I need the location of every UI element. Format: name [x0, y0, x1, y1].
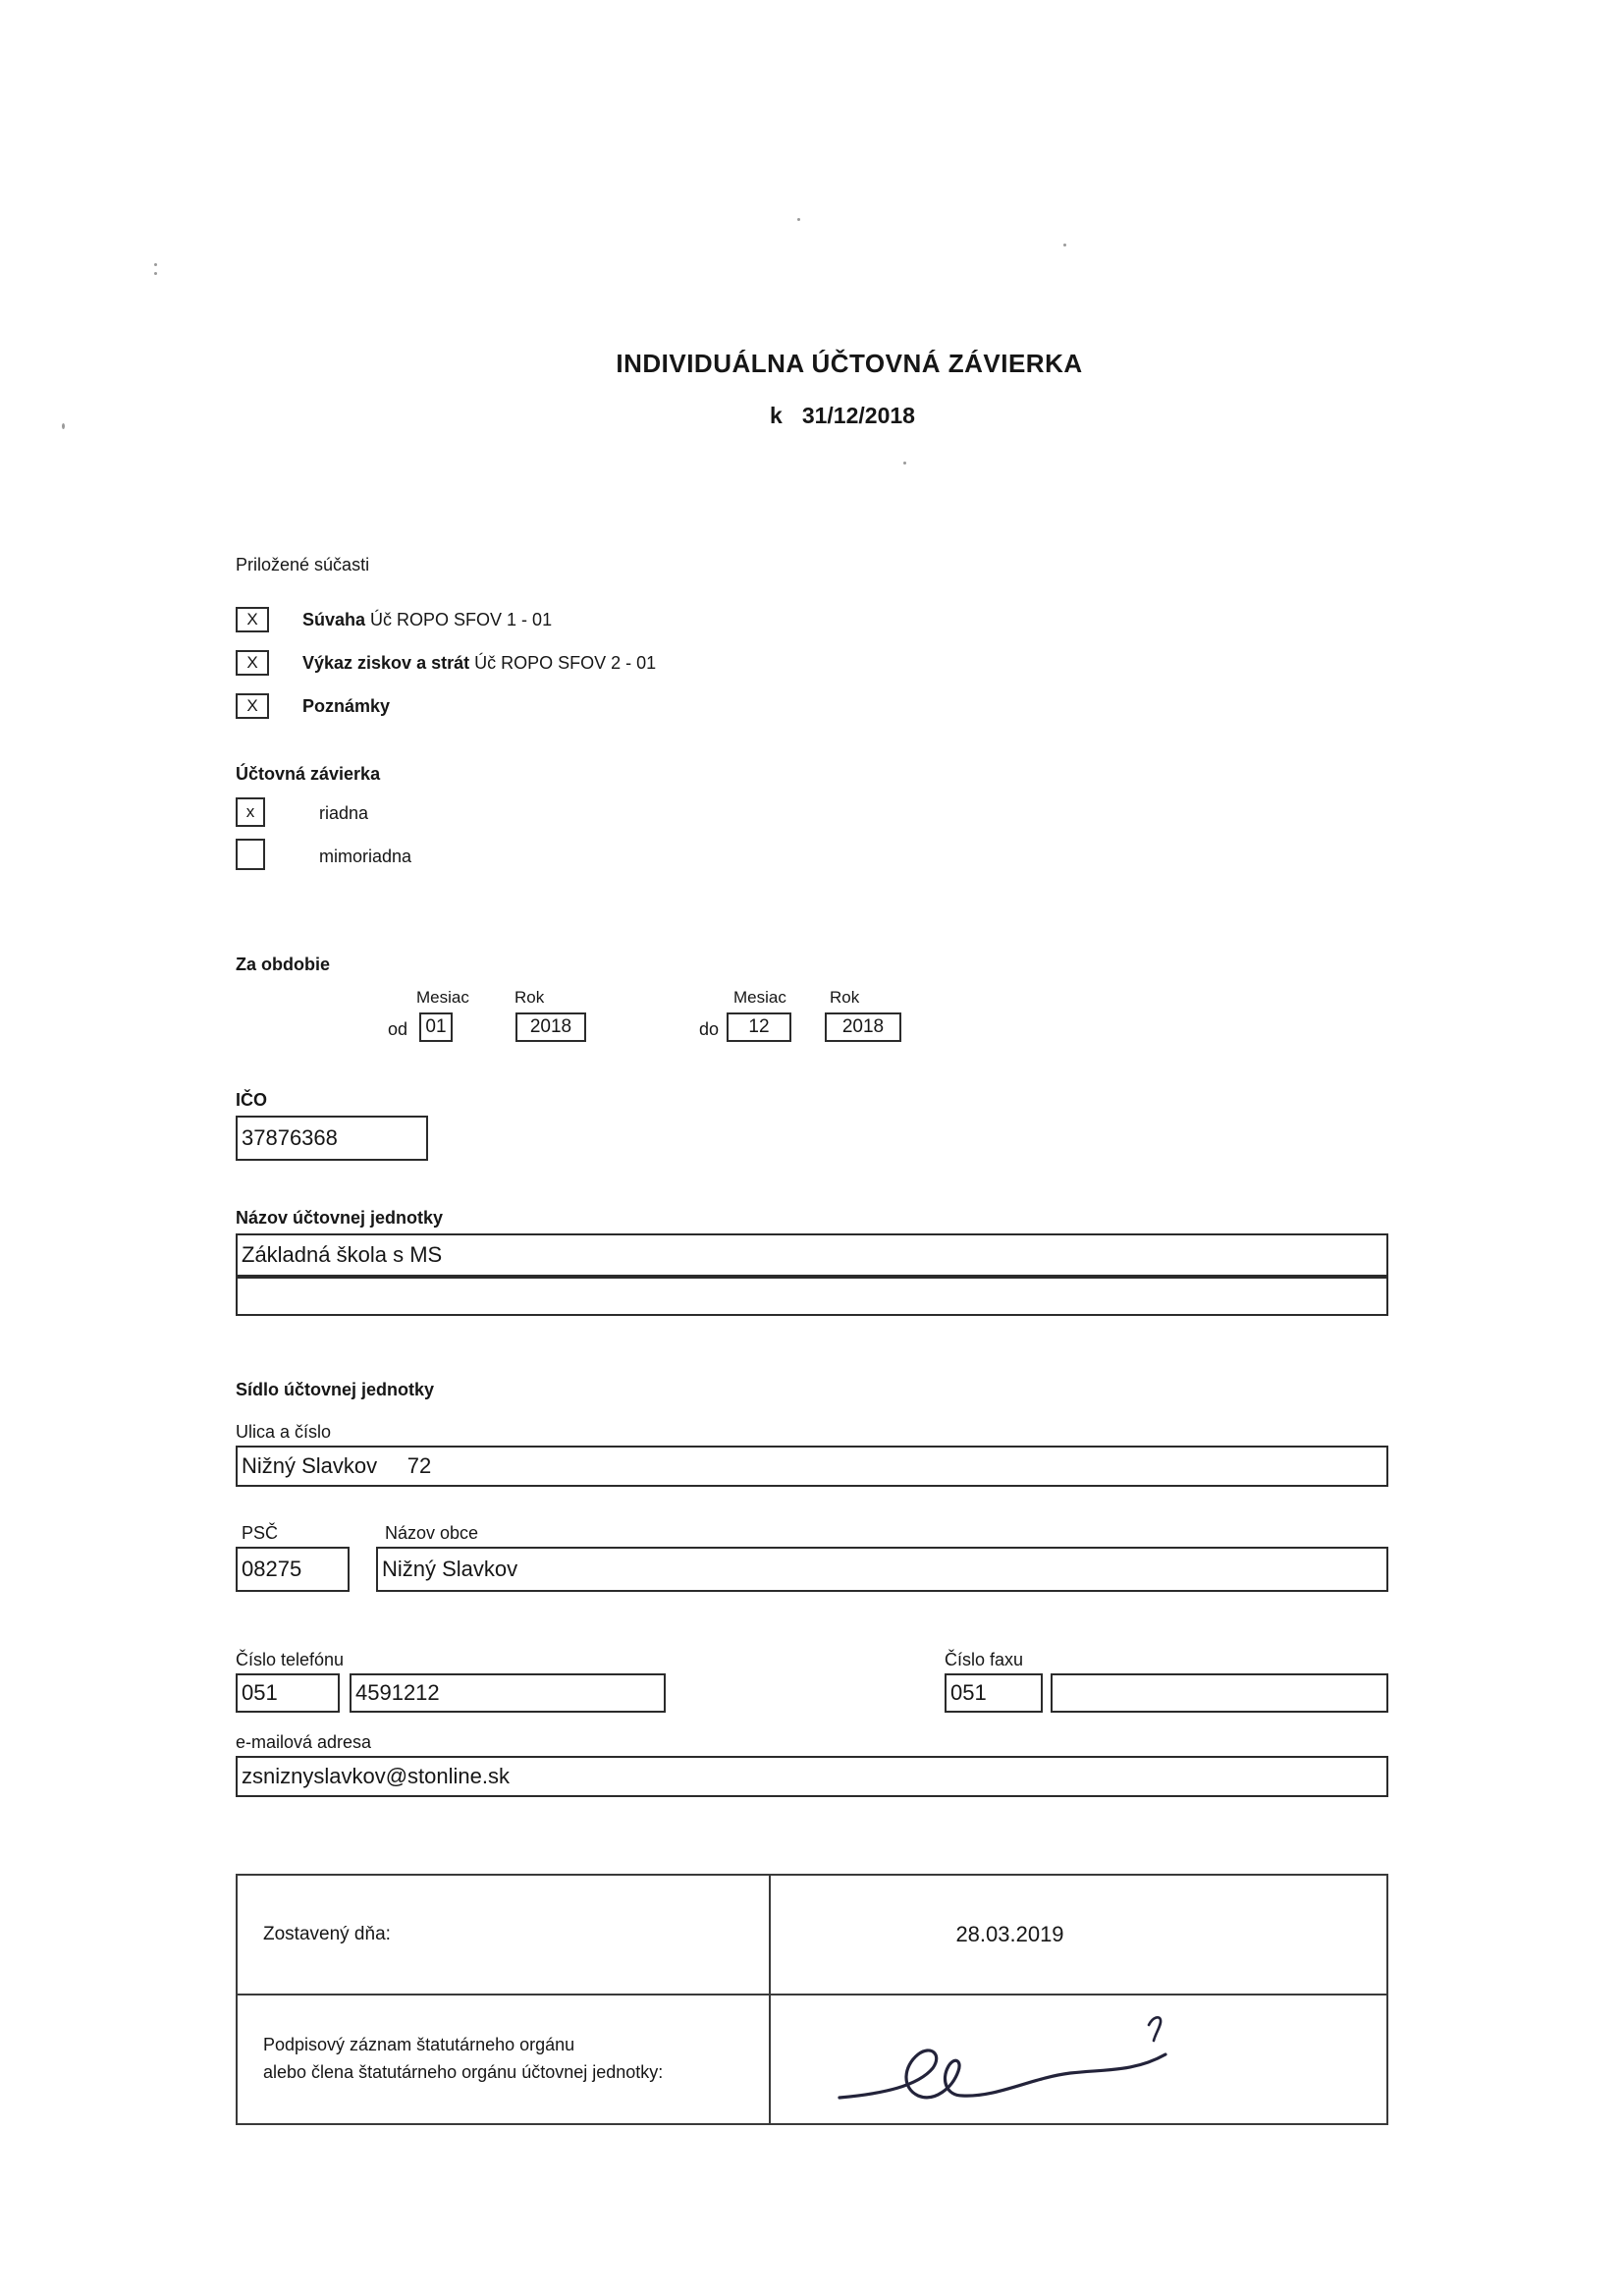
ico-label: IČO: [236, 1090, 268, 1110]
street-label: Ulica a číslo: [236, 1422, 332, 1442]
compiled-date-value-cell: [771, 1876, 1386, 1995]
signature-label-line2: alebo člena štatutárneho orgánu účtovnej jednotky:: [263, 2062, 664, 2082]
scan-artifact: [797, 218, 800, 221]
email-label: e-mailová adresa: [236, 1732, 372, 1752]
attachment-label-poznamky-bold: Poznámky: [302, 696, 391, 716]
entity-name-box: Základná škola s MS: [236, 1233, 1388, 1277]
signature-label-cell: [238, 1995, 771, 2123]
attachment-label-suvaha: [302, 610, 552, 630]
ico-value-box: 37876368: [236, 1116, 428, 1161]
checkbox-poznamky: [236, 693, 269, 719]
period-to-month-box: 12: [727, 1012, 791, 1042]
checkbox-vykaz: [236, 650, 269, 676]
period-from-year-box: 2018: [515, 1012, 586, 1042]
statement-option-riadna-label: riadna: [319, 803, 369, 823]
attachments-heading: Priložené súčasti: [236, 555, 370, 574]
signature: [825, 2007, 1178, 2120]
checkbox-suvaha-mark: X: [246, 610, 258, 629]
attachment-label-vykaz: [302, 653, 656, 674]
entity-name-label: Názov účtovnej jednotky: [236, 1208, 444, 1228]
entity-name-box-2: [236, 1277, 1388, 1316]
checkbox-poznamky-mark: X: [246, 696, 258, 715]
period-from-year-label: Rok: [514, 988, 545, 1007]
psc-value-box: 08275: [236, 1547, 350, 1592]
subtitle-prefix: k: [770, 403, 783, 428]
fax-prefix-box: 051: [945, 1673, 1043, 1713]
attachment-label-suvaha-bold: Súvaha: [302, 610, 366, 629]
compiled-date-label-cell: [238, 1876, 771, 1995]
compiled-date-label: Zostavený dňa:: [263, 1924, 391, 1944]
signature-cell: [771, 1995, 1386, 2123]
signature-label: [263, 2032, 663, 2087]
checkbox-riadna: [236, 797, 265, 827]
statement-type-heading: Účtovná závierka: [236, 764, 381, 784]
period-heading: Za obdobie: [236, 955, 330, 974]
scan-artifact: [154, 272, 157, 275]
period-from-label: od: [388, 1019, 408, 1039]
attachment-label-vykaz-bold: Výkaz ziskov a strát: [302, 653, 470, 673]
attachment-label-poznamky: [302, 696, 390, 717]
period-to-year-box: 2018: [825, 1012, 901, 1042]
obec-value-box: Nižný Slavkov: [376, 1547, 1388, 1592]
checkbox-mimoriadna: [236, 839, 265, 870]
scan-artifact: [154, 263, 157, 266]
phone-prefix-box: 051: [236, 1673, 340, 1713]
checkbox-riadna-mark: x: [245, 802, 255, 821]
footer-table: [236, 1874, 1388, 2125]
obec-label: Názov obce: [385, 1523, 479, 1543]
period-to-month-label: Mesiac: [733, 988, 786, 1007]
period-from-month-box: 01: [419, 1012, 453, 1042]
fax-label: Číslo faxu: [945, 1650, 1024, 1669]
checkbox-vykaz-mark: X: [246, 653, 258, 672]
attachment-label-suvaha-rest: Úč ROPO SFOV 1 - 01: [365, 610, 553, 629]
statement-option-mimoriadna-label: mimoriadna: [319, 847, 412, 866]
page-title: INDIVIDUÁLNA ÚČTOVNÁ ZÁVIERKA: [616, 349, 1083, 378]
period-to-year-label: Rok: [830, 988, 860, 1007]
scan-artifact: [62, 423, 65, 429]
subtitle-date: 31/12/2018: [801, 403, 915, 428]
signature-label-line1: Podpisový záznam štatutárneho orgánu: [263, 2035, 575, 2055]
compiled-date-value: 28.03.2019: [955, 1922, 1064, 1946]
checkbox-suvaha: [236, 607, 269, 632]
email-value-box: zsniznyslavkov@stonline.sk: [236, 1756, 1388, 1797]
period-from-month-label: Mesiac: [416, 988, 469, 1007]
attachment-label-vykaz-rest: Úč ROPO SFOV 2 - 01: [469, 653, 657, 673]
psc-label: PSČ: [242, 1523, 279, 1543]
phone-number-box: 4591212: [350, 1673, 666, 1713]
address-heading: Sídlo účtovnej jednotky: [236, 1380, 435, 1399]
phone-label: Číslo telefónu: [236, 1650, 345, 1669]
fax-number-box: [1051, 1673, 1388, 1713]
street-value-box: Nižný Slavkov 72: [236, 1446, 1388, 1487]
scan-artifact: [903, 462, 906, 465]
page-subtitle: [770, 403, 915, 429]
scan-artifact: [1063, 244, 1066, 246]
period-to-label: do: [699, 1019, 720, 1039]
